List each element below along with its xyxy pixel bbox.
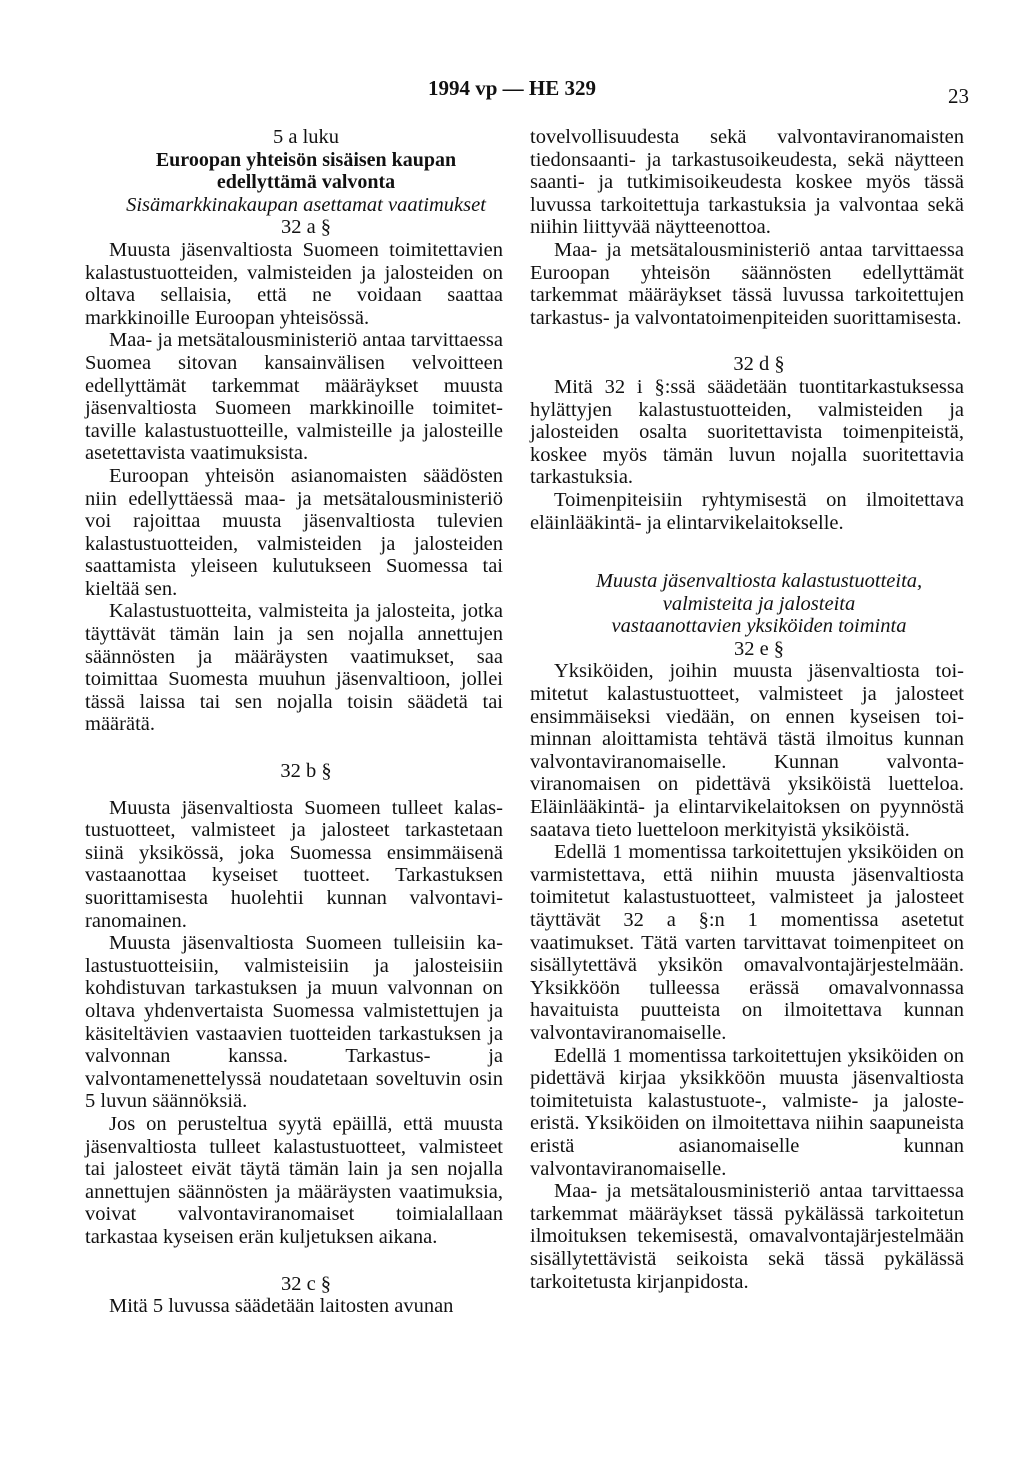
section-32e-paragraph-3: Edellä 1 momentissa tarkoitettujen yksiköiden on pidettävä kirjaa yksikköön muusta jäsenvaltiosta toimitetuista kalastustuote-, valmiste- ja jaloste-eristä. Yksiköiden on ilmoitettava niihin saapuneista eristä asianomaiselle kunnan valvontaviranomaiselle. <box>530 1044 964 1180</box>
section-32b-paragraph-3: Jos on perusteltua syytä epäillä, että muusta jäsenvaltiosta tulleet kalastustuotteet, valmisteet tai jalosteet eivät täytä tämän lain ja sen nojalla annettujen säännösten ja määräysten vaatimuksia, voivat valvontaviranomaiset toimialallaan tarkastaa kyseisen erän kuljetuksen aikana. <box>85 1112 503 1248</box>
italic-heading-line-3: vastaanottavien yksiköiden toiminta <box>611 615 907 638</box>
running-title: 1994 vp — HE 329 <box>427 76 597 100</box>
left-column <box>85 126 503 1318</box>
chapter-number: 5 a luku <box>272 126 340 148</box>
section-32c-heading: 32 c § <box>280 1272 332 1295</box>
running-header <box>0 76 1024 106</box>
section-32b-paragraph-2: Muusta jäsenvaltiosta Suomeen tulleisiin kalastustuotteisiin, valmisteisiin ja jalosteisiin kohdistuvan tarkastuksen ja muun valvonnan on oltava yhdenvertaista Suomessa valmistettujen ja käsiteltävien vastaavien tuotteiden tarkastuksen ja valvonnan kanssa. Tarkastus- ja valvontamenettelyssä noudatetaan soveltuvin osin 5 luvun säännöksiä. <box>85 932 503 1113</box>
section-32d-paragraph-2: Toimenpiteisiin ryhtymisestä on ilmoitettava eläinlääkintä- ja elintarvikelaitokselle. <box>530 488 964 534</box>
section-32b-heading: 32 b § <box>280 760 332 783</box>
section-32c-paragraph-2: Maa- ja metsätalousministeriö antaa tarvittaessa Euroopan yhteisön säännösten edellyttämät tarkemmat määräykset tässä luvussa tarkoitettujen tarkastus- ja valvontatoimenpiteiden suorittamisesta. <box>530 238 964 329</box>
page-number: 23 <box>948 84 969 108</box>
section-32e-paragraph-4: Maa- ja metsätalousministeriö antaa tarvittaessa tarkemmat määräykset tässä pykälässä tarkoitetun ilmoituksen tekemisestä, omavalvontajärjestelmään sisällytettävistä seikoista sekä tässä pykälässä tarkoitetusta kirjanpidosta. <box>530 1180 964 1293</box>
section-32e-paragraph-2: Edellä 1 momentissa tarkoitettujen yksiköiden on varmistettava, että niihin muusta jäsenvaltiosta toimitetut kalastustuotteet, valmisteet ja jalosteet täyttävät 32 a §:n 1 momentissa asetetut vaatimukset. Tätä varten tarvittavat toimenpiteet on sisällytettävä yksikön omavalvontajärjestelmään. Yksikköön tulleessa erässä omavalvonnassa havaituista puutteista on ilmoitettava kunnan valvontaviranomaiselle. <box>530 841 964 1044</box>
italic-heading-line-1: Muusta jäsenvaltiosta kalastustuotteita, <box>595 570 923 593</box>
section-32d-paragraph-1: Mitä 32 i §:ssä säädetään tuontitarkastuksessa hylättyjen kalastustuotteiden, valmisteiden ja jalosteiden osalta suoritettavista toimenpiteistä, koskee myös tämän luvun nojalla suoritettavia tarkastuksia. <box>530 375 964 489</box>
section-32e-paragraph-1: Yksiköiden, joihin muusta jäsenvaltiosta toimitetut kalastustuotteet, valmisteet ja jalosteet ensimmäiseksi viedään, on ennen kyseisen toiminnan aloittamista tehtävä tästä ilmoitus kunnan valvontaviranomaiselle. Kunnan valvontaviranomaisen on pidettävä yksiköistä luetteloa. Eläinlääkintä- ja elintarvikelaitoksen on pyynnöstä saatava tieto luetteloon merkityistä yksiköistä. <box>530 660 964 841</box>
italic-heading-line-2: valmisteita ja jalosteita <box>662 592 856 615</box>
chapter-title-line-2: edellyttämä valvonta <box>216 171 396 194</box>
right-column <box>530 126 964 1293</box>
section-32a-paragraph-2: Maa- ja metsätalousministeriö antaa tarvittaessa Suomea sitovan kansainvälisen velvoitteen edellyttämät tarkemmat määräykset muusta jäsenvaltiosta Suomeen markkinoille toimitettaville kalastustuotteille, valmisteille ja jalosteille asetettavista vaatimuksista. <box>85 329 503 465</box>
section-32e-heading: 32 e § <box>733 637 785 660</box>
italic-section-heading <box>530 570 964 638</box>
section-32c-paragraph-1-continued: tovelvollisuudesta sekä valvontaviranomaisten tiedonsaanti- ja tarkastusoikeudesta, sekä näytteen saanti- ja tutkimisoikeudesta koskee myös tässä luvussa tarkoitettuja tarkastuksia ja valvontaa sekä niihin liittyvää näytteenottoa. <box>530 126 964 239</box>
section-32a-heading: 32 a § <box>280 216 332 239</box>
chapter-title-line-1: Euroopan yhteisön sisäisen kaupan <box>155 148 457 171</box>
section-32d-heading: 32 d § <box>733 353 785 376</box>
section-32a-paragraph-1: Muusta jäsenvaltiosta Suomeen toimitettavien kalastustuotteiden, valmisteiden ja jalosteiden on oltava sellaisia, että ne voidaan saattaa markkinoille Euroopan yhteisössä. <box>85 238 503 329</box>
section-32c-paragraph-1: Mitä 5 luvussa säädetään laitosten avunan <box>109 1295 454 1318</box>
section-32a-paragraph-3: Euroopan yhteisön asianomaisten säädösten niin edellyttäessä maa- ja metsätalousministeriö voi rajoittaa muusta jäsenvaltiosta tulevien kalastustuotteiden, valmisteiden ja jalosteiden saattamista yleiseen kulutukseen Suomessa tai kieltää sen. <box>85 464 503 600</box>
chapter-subtitle: Sisämarkkinakaupan asettamat vaatimukset <box>126 193 486 216</box>
section-32b-paragraph-1: Muusta jäsenvaltiosta Suomeen tulleet kalastustuotteet, valmisteet ja jalosteet tarkastetaan siinä yksikössä, joka Suomessa ensimmäisenä vastaanottaa kyseiset tuotteet. Tarkastuksen suorittamisesta huolehtii kunnan valvontaviranomainen. <box>85 796 503 932</box>
section-32a-paragraph-4: Kalastustuotteita, valmisteita ja jalosteita, jotka täyttävät tämän lain ja sen nojalla annettujen säännösten ja määräysten vaatimukset, saa toimittaa Suomesta muuhun jäsenvaltioon, jollei tässä laissa tai sen nojalla toisin säädetä tai määrätä. <box>85 600 503 736</box>
